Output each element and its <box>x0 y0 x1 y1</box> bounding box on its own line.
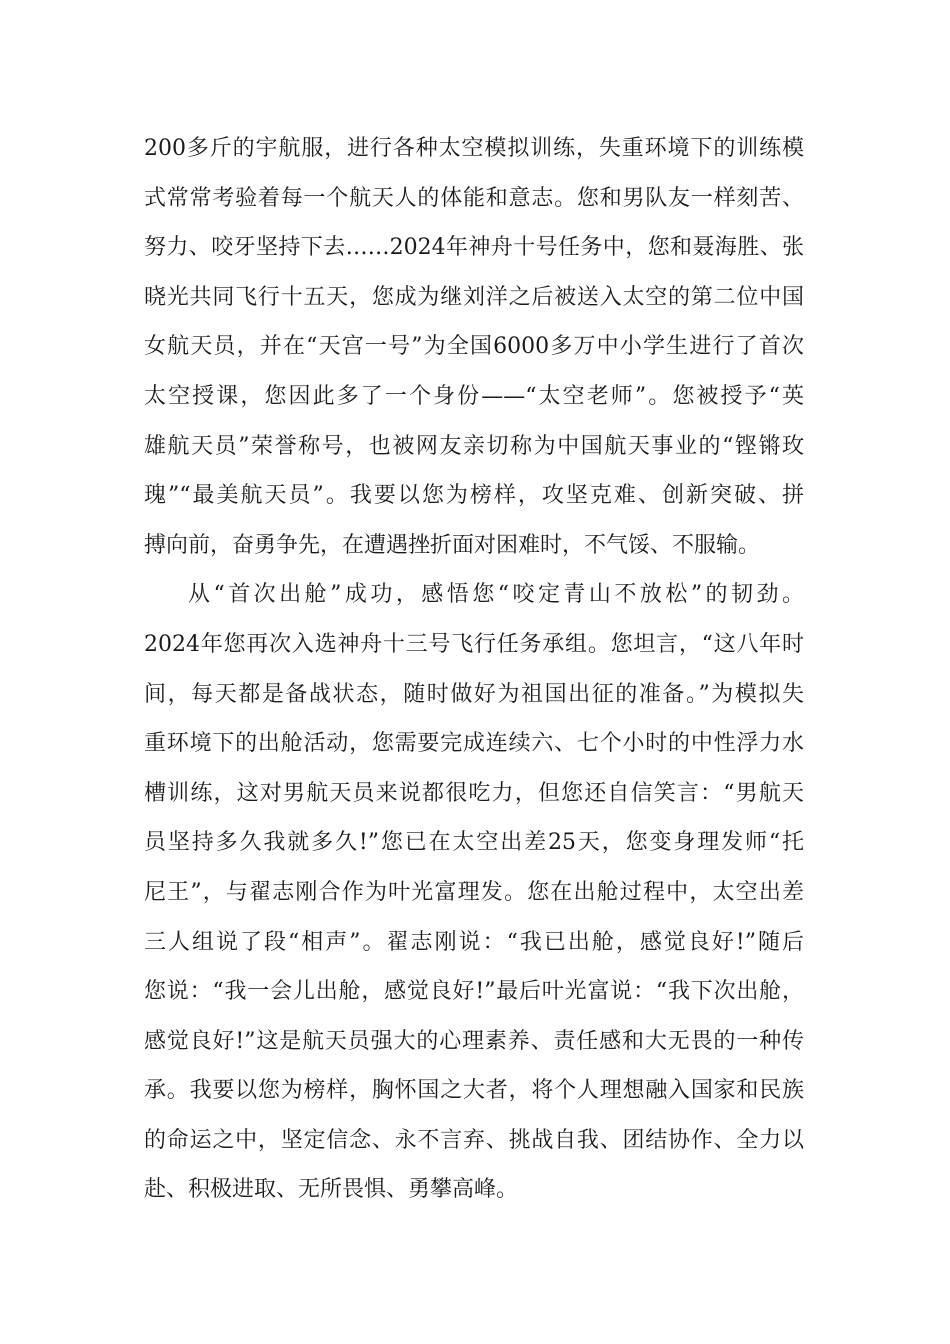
text-line: 间，每天都是备战状态，随时做好为祖国出征的准备。”为模拟失 <box>144 681 804 707</box>
text-line: 重环境下的出舱活动，您需要完成连续六、七个小时的中性浮力水 <box>144 731 804 757</box>
text-line: 槽训练，这对男航天员来说都很吃力，但您还自信笑言：“男航天 <box>144 780 804 806</box>
text-line: 努力、咬牙坚持下去……2024年神舟十号任务中，您和聂海胜、张 <box>144 235 804 261</box>
document-body <box>144 124 804 1215</box>
text-line: 雄航天员”荣誉称号，也被网友亲切称为中国航天事业的“铿锵玫 <box>144 433 804 459</box>
text-line: 员坚持多久我就多久!”您已在太空出差25天，您变身理发师“托 <box>144 830 804 856</box>
text-line: 承。我要以您为榜样，胸怀国之大者，将个人理想融入国家和民族 <box>144 1078 804 1104</box>
text-line: 感觉良好!”这是航天员强大的心理素养、责任感和大无畏的一种传 <box>144 1028 804 1054</box>
text-line: 从“首次出舱”成功，感悟您“咬定青山不放松”的韧劲。 <box>188 582 804 608</box>
text-line: 晓光共同飞行十五天，您成为继刘洋之后被送入太空的第二位中国 <box>144 284 804 310</box>
text-line: 的命运之中，坚定信念、永不言弃、挑战自我、团结协作、全力以 <box>144 1127 804 1153</box>
paragraph-2 <box>144 570 804 1215</box>
text-line: 三人组说了段“相声”。翟志刚说：“我已出舱，感觉良好!”随后 <box>144 929 804 955</box>
text-line: 2024年您再次入选神舟十三号飞行任务承组。您坦言，“这八年时 <box>144 631 804 657</box>
text-line: 女航天员，并在“天宫一号”为全国6000多万中小学生进行了首次 <box>144 334 804 360</box>
paragraph-1 <box>144 124 804 570</box>
text-line: 您说：“我一会儿出舱，感觉良好!”最后叶光富说：“我下次出舱， <box>144 979 804 1005</box>
text-line: 太空授课，您因此多了一个身份——“太空老师”。您被授予“英 <box>144 383 804 409</box>
text-line: 赴、积极进取、无所畏惧、勇攀高峰。 <box>144 1177 519 1203</box>
text-line: 200多斤的宇航服，进行各种太空模拟训练，失重环境下的训练模 <box>144 136 804 161</box>
text-line: 瑰”“最美航天员”。我要以您为榜样，攻坚克难、创新突破、拼 <box>144 483 804 509</box>
text-line: 式常常考验着每一个航天人的体能和意志。您和男队友一样刻苦、 <box>144 185 804 211</box>
text-line: 搏向前，奋勇争先，在遭遇挫折面对困难时，不气馁、不服输。 <box>144 532 761 558</box>
text-line: 尼王”，与翟志刚合作为叶光富理发。您在出舱过程中，太空出差 <box>144 879 804 905</box>
